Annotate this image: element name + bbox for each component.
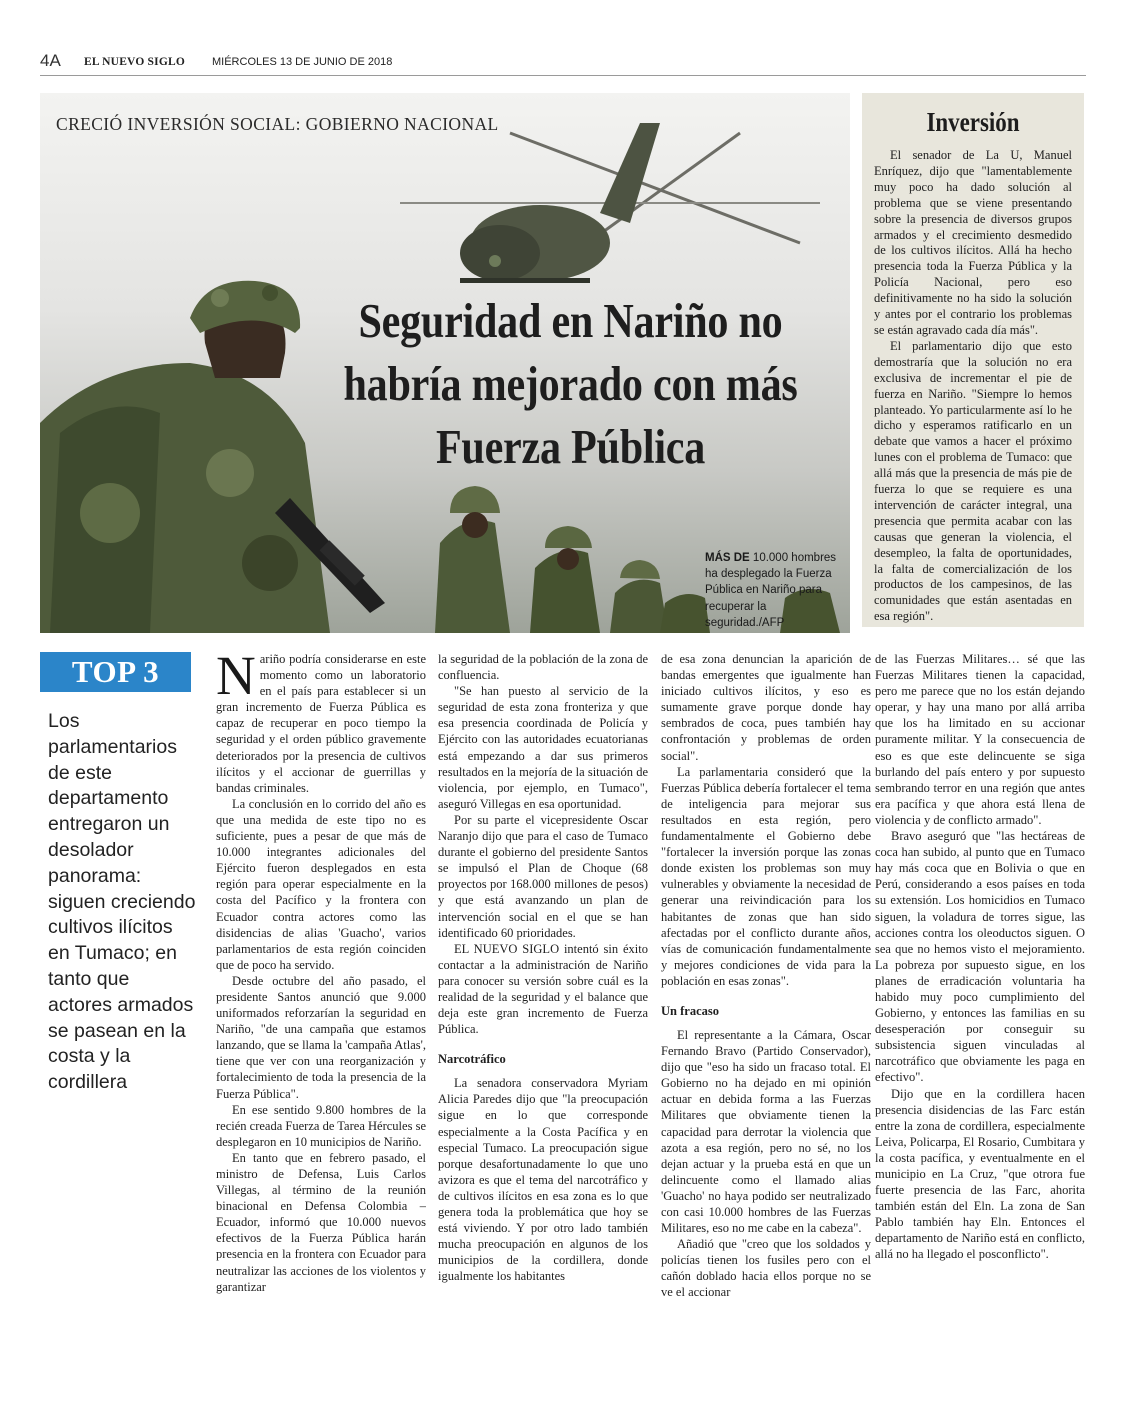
article-column-1 — [216, 651, 426, 1361]
page-header — [40, 48, 1086, 76]
article-paragraph: La conclusión en lo corrido del año es que una medida de este tipo no es suficiente, pues a pesar de que más de 10.000 integrantes adicionales del Ejército fueron desplegados en esta región para operar especialmente en la costa del Pacífico y la frontera con Ecuador contra actores como las disidencias de alias 'Guacho', varios parlamentarios de esta región coinciden que de poco ha servido. — [216, 796, 426, 972]
article-paragraph: En ese sentido 9.800 hombres de la recién creada Fuerza de Tarea Hércules se desplegaron en 10 municipios de Nariño. — [216, 1102, 426, 1149]
photo-caption — [705, 550, 847, 631]
helicopter-icon — [400, 123, 820, 283]
top3-label: TOP 3 — [40, 652, 191, 692]
article-paragraph: "Se han puesto al servicio de la seguridad de esta zona fronteriza y que esa presencia coordinada de Policía y Ejército con las autoridades ecuatorianas está empezando a dar sus primeros resultados en la mejoría de la situación de violencia, por ejemplo, en Tumaco", aseguró Villegas en esa oportunidad. — [438, 684, 648, 811]
article-paragraph: Por su parte el vicepresidente Oscar Naranjo dijo que para el caso de Tumaco durante el gobierno del presidente Santos se impulsó el Plan de Choque (68 proyectos por 168.000 millones de pesos) y que está avanzando un plan de intervención social en el que se han identificado 60 prioridades. — [438, 812, 648, 940]
article-paragraph: El representante a la Cámara, Oscar Fernando Bravo (Partido Conservador), dijo que "eso ha sido un fracaso total. El Gobierno no ha dejado en mi opinión actuar en debida forma a las Fuerzas Militares que obviamente tienen la capacidad para derrotar la violencia que azota a esa región, pero no sé, no los dejan actuar y la prueba está en que un delincuente como el llamado alias 'Guacho' no haya podido ser neutralizado con casi 10.000 hombres de las Fuerzas Militares, eso no me cabe en la cabeza". — [661, 1027, 871, 1236]
article-column-2 — [438, 651, 648, 1361]
page-number: 4A — [40, 51, 61, 70]
issue-date: MIÉRCOLES 13 DE JUNIO DE 2018 — [212, 56, 393, 68]
article-paragraph: EL NUEVO SIGLO intentó sin éxito contactar a la administración de Nariño para conocer su versión sobre cuál es la realidad de la seguridad y el balance que deja este gran incremento de Fuerza Pública. — [438, 941, 648, 1037]
article-paragraph: En tanto que en febrero pasado, el ministro de Defensa, Luis Carlos Villegas, al término de la reunión binacional en Defensa Colombia – Ecuador, informó que 10.000 nuevos efectivos de la Fuerza Pública harán presencia en la frontera con Ecuador para neutralizar las acciones de los violentos y garantizar — [216, 1150, 426, 1294]
caption-text: 10.000 hombres ha desplegado la Fuerza Pública en Nariño para recuperar la seguridad./AFP — [705, 552, 837, 629]
article-paragraph: La parlamentaria consideró que la Fuerzas Pública debería fortalecer el tema de inteligencia para mejorar sus resultados en esta región, pero fundamentalmente el Gobierno debe "fortalecer la inversión porque las zonas donde existen los problemas son muy vulnerables y obviamente la necesidad de generar una reivindicación para los habitantes de zonas que han sido afectadas por el conflicto durante años, vías de comunicación fundamentalmente y mejores condiciones de vida para la población en esas zonas". — [661, 764, 871, 988]
article-paragraph: La senadora conservadora Myriam Alicia Paredes dijo que "la preocupación sigue en lo que corresponde especialmente a la Costa Pacífica y en especial Tumaco. La preocupación sigue porque desafortunadamente lo que uno avizora es que el tema del narcotráfico y de cultivos ilícitos en esa zona es lo que genera toda la problemática que hoy se está viviendo. Y por otro lado también mucha preocupación en algunos de los municipios de la cordillera, donde igualmente los habitantes — [438, 1076, 648, 1284]
caption-lead: MÁS DE — [705, 552, 750, 564]
sidebar-inversion — [862, 93, 1084, 627]
article-column-4 — [875, 651, 1085, 1361]
kicker: CRECIÓ INVERSIÓN SOCIAL: GOBIERNO NACIONAL — [56, 114, 499, 134]
drop-cap: N — [216, 651, 256, 706]
article-paragraph: Bravo aseguró que "las hectáreas de coca han subido, al punto que en Tumaco hay más coca que en Bolivia o que en Perú, considerando a esos países en toda su extensión. Los homicidios en Tumaco siguen, la voladura de torres sigue, las acciones contra los oleoductos siguen. O sea que no hemos visto el mejoramiento. La pobreza por supuesto sigue, en los planes de erradicación voluntaria ha habido muy poco cumplimiento del Gobierno, y entonces las familias en su desesperación por conseguir su subsistencia siguen vinculadas al narcotráfico que obviamente les paga en efectivo". — [875, 829, 1085, 1085]
article-lead-text: ariño podría considerarse en este momento como un laboratorio en el país para establecer si un gran incremento de Fuerza Pública es capaz de recuperar en poco tiempo la seguridad y el orden público gravemente deteriorados por la presencia de cultivos ilícitos y el accionar de guerrillas y bandas criminales. — [216, 652, 426, 795]
article-paragraph: Desde octubre del año pasado, el presidente Santos anunció que 9.000 uniformados reforzarían la seguridad en Nariño, "de una campaña que estamos lanzando, que se llama la 'campaña Atlas', tiene que ver con una reorganización y fortalecimiento de toda la presencia de la Fuerza Pública". — [216, 973, 426, 1101]
article-paragraph: de las Fuerzas Militares… sé que las Fuerzas Militares tienen la capacidad, pero me parece que no los están dejando operar, y hay una mano por allá arriba que los ha limitado en su accionar puramente militar. Y la consecuencia de eso es que este delincuente se siga burlando del país entero y por supuesto sembrando terror en una región que antes era pacífica y que ahora está llena de violencia y de conflicto armado". — [875, 652, 1085, 827]
headline: Seguridad en Nariño no habría mejorado con más Fuerza Pública — [343, 293, 798, 474]
article-paragraph: Dijo que en la cordillera hacen presencia disidencias de las Farc están entre la zona de cordillera, especialmente Leiva, Policarpa, El Rosario, Cumbitara y la costa pacífica, y eventualmente en el municipio en La Cruz, "que otrora fue fuerte presencia de las Farc, ahorita también están del Eln. La zona de San Pablo también hay Eln. Entonces el departamento de Nariño está en conflicto, allá no ha llegado el posconflicto". — [875, 1086, 1085, 1262]
article-paragraph: la seguridad de la población de la zona de confluencia. — [438, 652, 648, 683]
masthead: EL NUEVO SIGLO — [84, 56, 185, 68]
subhead-un-fracaso: Un fracaso — [661, 1003, 719, 1018]
soldier-main — [40, 281, 385, 633]
article-column-3 — [661, 651, 871, 1361]
article-paragraph: de esa zona denuncian la aparición de bandas emergentes que igualmente han iniciado cultivos ilícitos, y eso es sumamente grave porque donde hay sembrados de coca, pues también hay confrontación y problemas de orden social". — [661, 652, 871, 763]
sidebar-paragraph: El senador de La U, Manuel Enríquez, dijo que "lamentablemente muy poco ha dado solución al problema que se viene presentando sobre la presencia de diversos grupos armados y el crecimiento desmedido de los cultivos ilícitos. Allá ha hecho presencia toda la Fuerza Pública y la Policía Nacional, pero eso definitivamente no ha sido la solución y antes por el contrario los problemas se están agravado cada día más". — [874, 148, 1072, 337]
article-paragraph: Añadió que "creo que los soldados y policías tienen los fusiles pero con el cañón doblado hacia ellos porque no se ve el accionar — [661, 1237, 871, 1300]
subhead-narcotrafico: Narcotráfico — [438, 1052, 506, 1067]
top3-summary: Los parlamentarios de este departamento entregaron un desolador panorama: siguen creciendo cultivos ilícitos en Tumaco; en tanto que actores armados se pasean en la costa y la cordillera — [48, 710, 196, 1094]
article-paragraph — [216, 651, 426, 796]
hero-photo — [40, 93, 850, 633]
sidebar-paragraph: El parlamentario dijo que esto demostraría que la solución no era exclusiva de incrementar el pie de fuerza en Nariño. "Siempre lo hemos planteado. Yo particularmente así lo he dicho y esperamos ratificarlo en un debate que vamos a hacer el próximo lunes con el problema de Tumaco: que allá más que la presencia de más pie de fuerza lo que se requiere es una intervención de carácter integral, una presencia que permita acabar con las causas que generan la violencia, el desempleo, la falta de oportunidades, la falta de comercialización de los productos de los campesinos, de las comunidades que están asentadas en esa región". — [874, 338, 1072, 624]
sidebar-title: Inversión — [926, 107, 1020, 137]
